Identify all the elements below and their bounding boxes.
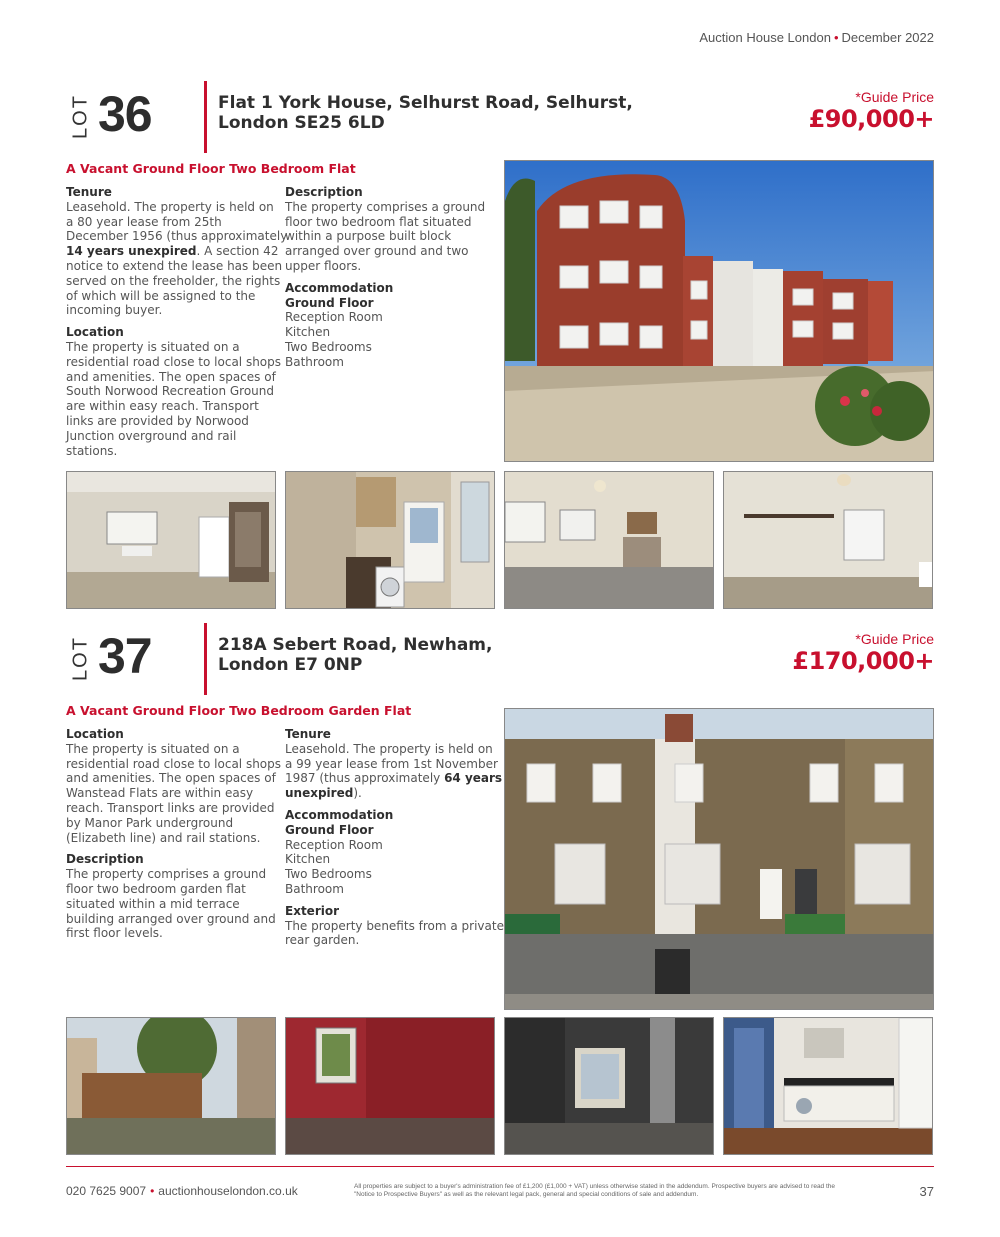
issue-date: December 2022 — [841, 30, 934, 45]
details-column-1 — [66, 727, 282, 941]
guide-price-label: *Guide Price — [855, 89, 934, 105]
reception-room-bay-photo — [504, 1017, 714, 1155]
lot-37 — [66, 628, 934, 1161]
tenure-heading: Tenure — [66, 185, 112, 199]
room-item: Kitchen — [285, 325, 331, 340]
divider-bar — [204, 81, 207, 153]
separator-dot: • — [150, 1184, 155, 1198]
page-header — [699, 30, 934, 45]
divider-bar — [204, 623, 207, 695]
lot-label: LOT — [69, 636, 92, 681]
property-address: 218A Sebert Road, Newham, London E7 0NP — [218, 635, 493, 675]
lot-number: 36 — [98, 86, 152, 142]
property-address: Flat 1 York House, Selhurst Road, Selhurst, London SE25 6LD — [218, 93, 633, 133]
terrace-house-photo — [504, 708, 934, 1010]
guide-price: £170,000+ — [792, 647, 934, 675]
description-heading: Description — [285, 185, 363, 199]
tenure-text: Leasehold. The property is held on a 80 year lease from 25th December 1956 (thus approximately 14 years unexpired. A section 42 notice to extend the lease has been served on the freeholder, the rights of which will be assigned to the incoming buyer. — [66, 199, 288, 318]
lot-subtitle: A Vacant Ground Floor Two Bedroom Garden Flat — [66, 703, 412, 718]
separator-dot: • — [833, 30, 839, 45]
room-list — [285, 838, 497, 897]
guide-price-label: *Guide Price — [855, 631, 934, 647]
accommodation-heading: Accommodation — [285, 280, 394, 295]
description-text: The property comprises a ground floor two bedroom flat situated within a purpose built block arranged over ground and two upper floors. — [285, 199, 486, 273]
website-link[interactable]: auctionhouselondon.co.uk — [158, 1184, 298, 1198]
location-heading: Location — [66, 325, 124, 340]
lot-subtitle: A Vacant Ground Floor Two Bedroom Flat — [66, 161, 356, 176]
tenure-text: Leasehold. The property is held on a 99 year lease from 1st November 1987 (thus approximately 64 years unexpired). — [285, 741, 503, 801]
accommodation-heading: Accommodation — [285, 807, 394, 822]
red-bedroom-photo — [285, 1017, 495, 1155]
room-item: Bathroom — [285, 881, 344, 896]
tenure-heading: Tenure — [285, 727, 331, 741]
kitchen-photo — [285, 471, 495, 609]
brand-name: Auction House London — [699, 30, 831, 45]
legal-notice: All properties are subject to a buyer's administration fee of £1,200 (£1,000 + VAT) unless otherwise stated in the addendum. Prospective buyers are advised to read the "Notice to Prospective Buyers" as well as the relevant legal pack, general and special conditions of sale and addendum. — [354, 1183, 836, 1198]
room-item: Two Bedrooms — [285, 339, 372, 354]
location-heading: Location — [66, 727, 124, 741]
exterior-heading: Exterior — [285, 903, 340, 918]
lot-number: 37 — [98, 628, 152, 684]
location-text: The property is situated on a residential road close to local shops and amenities. The open spaces of South Norwood Recreation Ground are within easy reach. Transport links are provided by Norwood Junction overground and rail stations. — [66, 339, 282, 458]
footer-divider — [66, 1166, 934, 1167]
room-item: Kitchen — [285, 852, 331, 867]
room-item: Two Bedrooms — [285, 867, 372, 882]
lot-36 — [66, 86, 934, 619]
brick-apartment-block-photo — [504, 160, 934, 462]
floor-heading: Ground Floor — [285, 295, 374, 310]
page-number: 37 — [919, 1184, 934, 1199]
details-column-2 — [285, 185, 497, 370]
location-text: The property is situated on a residential road close to local shops and amenities. The open spaces of Wanstead Flats are within easy reach. Transport links are provided by Manor Park underground (Elizabeth line) and rail stations. — [66, 741, 282, 845]
floor-heading: Ground Floor — [285, 822, 374, 837]
room-list — [285, 310, 497, 369]
phone-number: 020 7625 9007 — [66, 1184, 147, 1198]
footer-contact — [66, 1184, 298, 1198]
description-heading: Description — [66, 852, 144, 867]
reception-room-photo — [504, 471, 714, 609]
details-column-2 — [285, 727, 504, 948]
empty-bedroom-photo — [66, 471, 276, 609]
details-column-1 — [66, 185, 288, 458]
guide-price: £90,000+ — [808, 105, 934, 133]
room-item: Reception Room — [285, 310, 383, 325]
room-item: Bathroom — [285, 354, 344, 369]
room-item: Reception Room — [285, 837, 383, 852]
exterior-text: The property benefits from a private rear garden. — [285, 918, 504, 948]
description-text: The property comprises a ground floor two bedroom garden flat situated within a mid terrace building arranged over ground and first floor levels. — [66, 867, 276, 941]
kitchen-photo — [723, 1017, 933, 1155]
bedroom-shelf-photo — [723, 471, 933, 609]
garden-photo — [66, 1017, 276, 1155]
lot-label: LOT — [69, 94, 92, 139]
